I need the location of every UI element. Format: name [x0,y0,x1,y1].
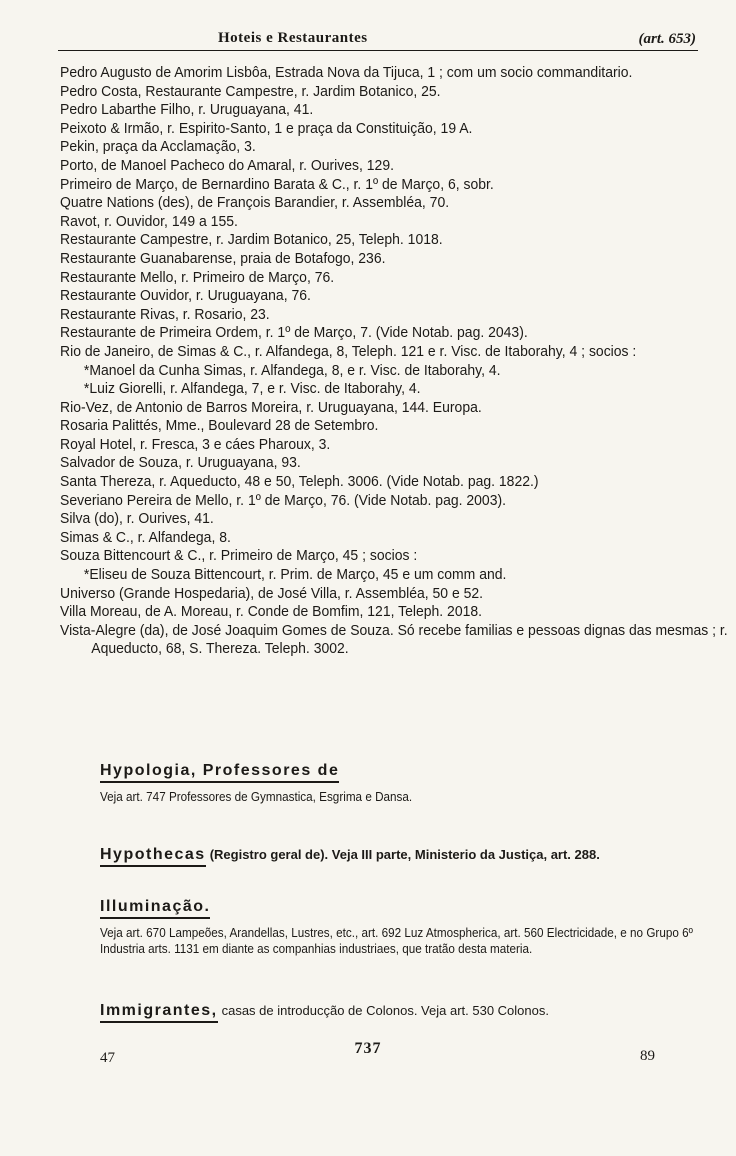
list-item: Souza Bittencourt & C., r. Primeiro de Março, 45 ; socios : [60,547,418,565]
list-item: Rio-Vez, de Antonio de Barros Moreira, r. Uruguayana, 144. Europa. [60,398,482,416]
list-item: Restaurante de Primeira Ordem, r. 1º de Março, 7. (Vide Notab. pag. 2043). [60,324,528,342]
list-item: Restaurante Rivas, r. Rosario, 23. [60,305,270,323]
article-number: (art. 653) [638,31,696,47]
list-item: Rio de Janeiro, de Simas & C., r. Alfandega, 8, Teleph. 121 e r. Visc. de Itaborahy, 4 ; socios : [60,342,637,360]
list-item: Severiano Pereira de Mello, r. 1º de Março, 76. (Vide Notab. pag. 2003). [60,491,507,509]
section-title: Hypothecas [100,846,206,867]
signature-mark-right: 89 [640,1048,655,1064]
section-title: Hypologia, Professores de [100,762,339,783]
list-item: Pedro Costa, Restaurante Campestre, r. Jardim Botanico, 25. [60,82,441,100]
list-item: Ravot, r. Ouvidor, 149 a 155. [60,212,238,230]
list-item: Peixoto & Irmão, r. Espirito-Santo, 1 e praça da Constituição, 19 A. [60,119,473,137]
signature-mark-left: 47 [100,1050,115,1066]
list-item: Quatre Nations (des), de François Barandier, r. Assembléa, 70. [60,194,450,212]
list-item: Pedro Augusto de Amorim Lisbôa, Estrada Nova da Tijuca, 1 ; com um socio commanditario. [60,64,633,81]
section-title: Illuminação. [100,898,210,919]
section-iluminacao [100,898,700,957]
list-item: Restaurante Ouvidor, r. Uruguayana, 76. [60,287,311,305]
list-item: Vista-Alegre (da), de José Joaquim Gomes de Souza. Só recebe familias e pessoas dignas das mesmas ; r. Aqueducto, 68, S. Thereza. Teleph. 3002. [60,621,728,658]
page-number: 737 [354,1040,382,1057]
list-item: Pedro Labarthe Filho, r. Uruguayana, 41. [60,101,314,119]
list-item: *Luiz Giorelli, r. Alfandega, 7, e r. Visc. de Itaborahy, 4. [83,380,421,398]
section-body: Veja art. 747 Professores de Gymnastica, Esgrima e Dansa. [100,789,413,804]
section-note: casas de introducção de Colonos. Veja art. 530 Colonos. [221,1003,549,1018]
list-item: Rosaria Palittés, Mme., Boulevard 28 de Setembro. [60,417,379,435]
list-item: Villa Moreau, de A. Moreau, r. Conde de Bomfim, 121, Teleph. 2018. [60,603,483,621]
entry-list [60,64,728,659]
list-item: Restaurante Mello, r. Primeiro de Março, 76. [60,268,335,286]
page-header [58,28,698,51]
list-item: Silva (do), r. Ourives, 41. [60,510,214,528]
list-item: Primeiro de Março, de Bernardino Barata & C., r. 1º de Março, 6, sobr. [60,175,494,193]
section-hypothecas [100,846,700,867]
section-body: Veja art. 670 Lampeões, Arandellas, Lustres, etc., art. 692 Luz Atmospherica, art. 560 Electricidade, e no Grupo 6º Industria arts. 1131 em diante as companhias industriaes, que tratão desta materia. [100,925,693,956]
list-item: *Eliseu de Souza Bittencourt, r. Prim. de Março, 45 e um comm and. [83,566,507,584]
section-immigrantes [100,1002,700,1023]
list-item: Santa Thereza, r. Aqueducto, 48 e 50, Teleph. 3006. (Vide Notab. pag. 1822.) [60,473,539,491]
list-item: Simas & C., r. Alfandega, 8. [60,528,231,546]
section-title: Immigrantes, [100,1002,218,1023]
list-item: Restaurante Guanabarense, praia de Botafogo, 236. [60,249,386,267]
list-item: Pekin, praça da Acclamação, 3. [60,138,256,156]
section-hypologia [100,762,700,805]
running-title: Hoteis e Restaurantes [218,30,368,46]
list-item: Royal Hotel, r. Fresca, 3 e cáes Pharoux, 3. [60,435,331,453]
list-item: Salvador de Souza, r. Uruguayana, 93. [60,454,301,472]
list-item: Universo (Grande Hospedaria), de José Villa, r. Assembléa, 50 e 52. [60,584,484,602]
list-item: Restaurante Campestre, r. Jardim Botanico, 25, Teleph. 1018. [60,231,443,249]
section-note: (Registro geral de). Veja III parte, Ministerio da Justiça, art. 288. [209,847,600,862]
list-item: *Manoel da Cunha Simas, r. Alfandega, 8, e r. Visc. de Itaborahy, 4. [83,361,501,379]
list-item: Porto, de Manoel Pacheco do Amaral, r. Ourives, 129. [60,156,394,174]
